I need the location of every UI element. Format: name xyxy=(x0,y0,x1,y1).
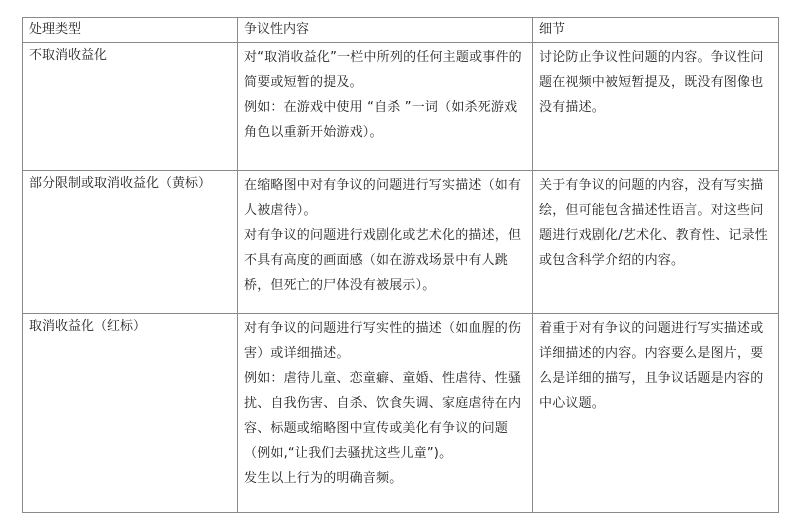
content-cell xyxy=(238,171,533,314)
type-label: 部分限制或取消收益化（黄标） xyxy=(29,176,212,191)
detail-cell xyxy=(533,43,779,171)
detail-paragraph: 讨论防止争议性问题的内容。争议性问题在视频中被短暂提及，既没有图像也没有描述。 xyxy=(539,50,764,115)
content-paragraph: 对“取消收益化”一栏中所列的任何主题或事件的简要或短暂的提及。 xyxy=(244,50,522,90)
detail-cell xyxy=(533,314,779,513)
type-label: 不取消收益化 xyxy=(29,48,108,63)
content-paragraph: 对有争议的问题进行写实性的描述（如血腥的伤害）或详细描述。 xyxy=(244,321,522,361)
table-row xyxy=(23,314,779,513)
header-content: 争议性内容 xyxy=(238,18,533,43)
detail-cell xyxy=(533,171,779,314)
table-row xyxy=(23,171,779,314)
content-paragraph: 例如：虐待儿童、恋童癖、童婚、性虐待、性骚扰、自我伤害、自杀、饮食失调、家庭虐待在内容、标题或缩略图中宣传或美化有争议的问题（例如,“让我们去骚扰这些儿童”)。 xyxy=(244,371,522,461)
table-row xyxy=(23,43,779,171)
header-detail: 细节 xyxy=(533,18,779,43)
type-cell xyxy=(23,43,238,171)
type-label: 取消收益化（红标） xyxy=(29,319,147,334)
type-cell xyxy=(23,314,238,513)
content-cell xyxy=(238,314,533,513)
content-paragraph: 对有争议的问题进行戏剧化或艺术化的描述，但不具有高度的画面感（如在游戏场景中有人跳桥，但死亡的尸体没有被展示）。 xyxy=(244,228,522,293)
detail-paragraph: 关于有争议的问题的内容，没有写实描绘，但可能包含描述性语言。对这些问题进行戏剧化/艺术化、教育性、记录性或包含科学介绍的内容。 xyxy=(539,178,768,268)
detail-paragraph: 着重于对有争议的问题进行写实描述或详细描述的内容。内容要么是图片，要么是详细的描写，且争议话题是内容的中心议题。 xyxy=(539,321,764,411)
content-paragraph: 在缩略图中对有争议的问题进行写实描述（如有人被虐待）。 xyxy=(244,178,522,218)
content-paragraph: 例如：在游戏中使用 “自杀 ”一词（如杀死游戏角色以重新开始游戏）。 xyxy=(244,100,518,140)
header-row xyxy=(23,18,779,43)
header-type: 处理类型 xyxy=(23,18,238,43)
content-cell xyxy=(238,43,533,171)
policy-table xyxy=(22,17,779,513)
type-cell xyxy=(23,171,238,314)
content-paragraph: 发生以上行为的明确音频。 xyxy=(244,471,403,486)
